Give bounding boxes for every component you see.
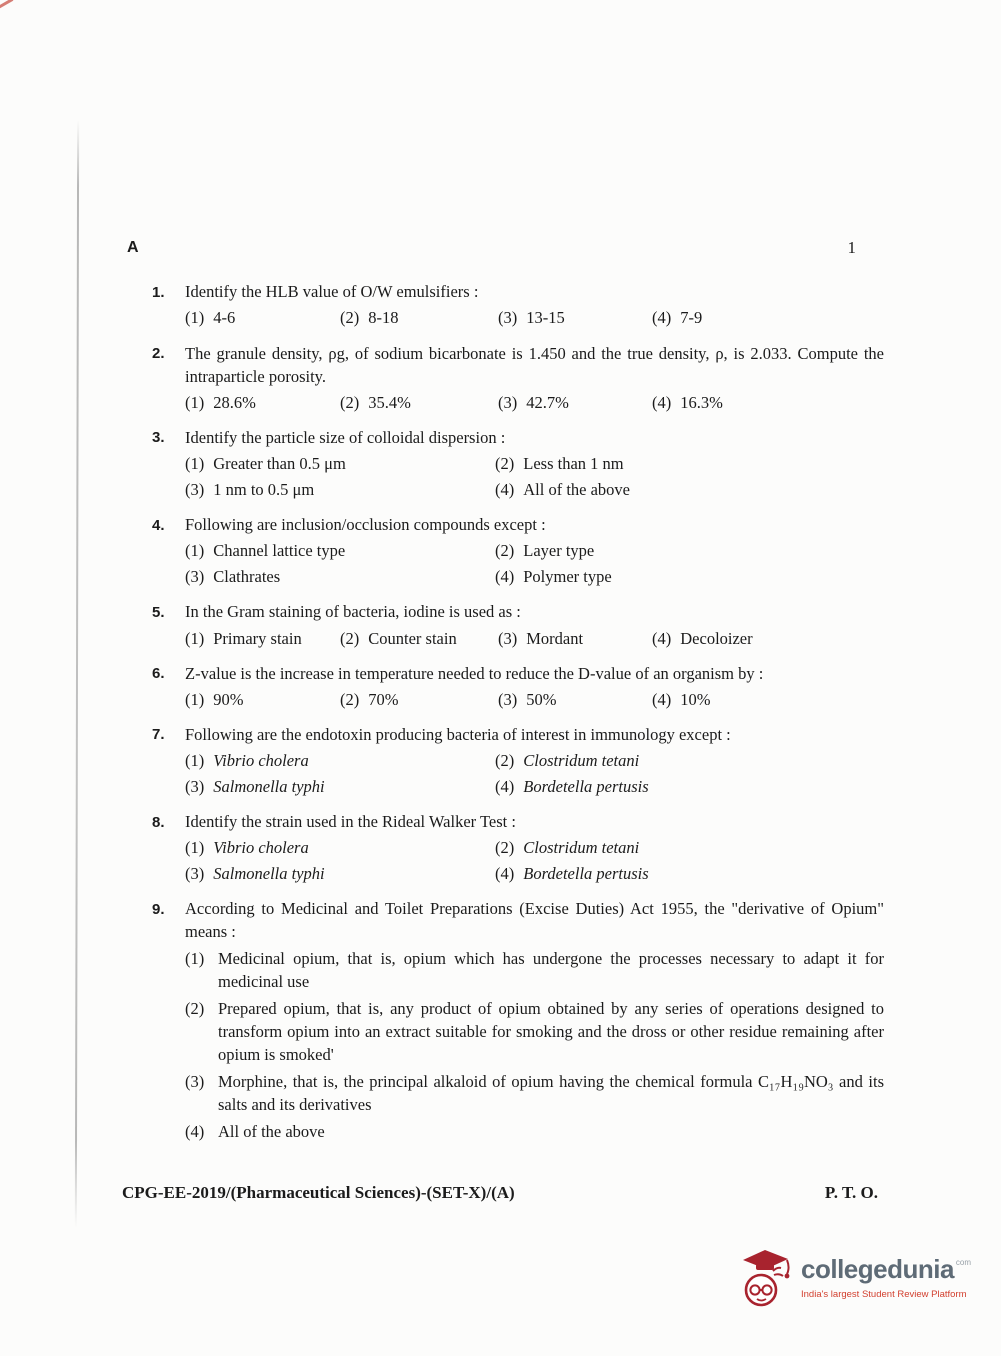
option	[185, 775, 495, 798]
question-body	[185, 513, 884, 588]
options	[185, 947, 884, 1144]
question	[122, 662, 884, 711]
question	[122, 280, 884, 329]
option	[185, 862, 495, 885]
page-header	[122, 238, 884, 258]
options	[185, 539, 884, 588]
question	[122, 723, 884, 798]
page-content	[122, 238, 884, 1159]
option	[498, 391, 652, 414]
option-text: 8-18	[368, 308, 399, 328]
option-label: (2)	[340, 628, 360, 648]
question-number: 7.	[152, 726, 165, 744]
option	[185, 749, 495, 772]
question-body	[185, 342, 884, 414]
option-text: 1 nm to 0.5 μm	[213, 480, 315, 500]
option-label: (2)	[495, 750, 515, 770]
option	[498, 306, 652, 329]
option	[498, 627, 652, 650]
option	[340, 391, 498, 414]
question-body	[185, 662, 884, 711]
question-body	[185, 600, 884, 649]
option-text: 42.7%	[526, 392, 569, 412]
question-number: 5.	[152, 603, 165, 621]
option-text: 7-9	[680, 308, 703, 328]
question	[122, 810, 884, 885]
option-text: Salmonella typhi	[213, 864, 325, 884]
question-body	[185, 897, 884, 1147]
option-text: Less than 1 nm	[523, 453, 624, 473]
option-label: (2)	[185, 998, 205, 1018]
option	[498, 688, 652, 711]
question-text: According to Medicinal and Toilet Preparations (Excise Duties) Act 1955, the "derivative of Opium" means :	[185, 899, 884, 942]
option-text: Medicinal opium, that is, opium which has undergone the processes necessary to adapt it for medicinal use	[218, 948, 884, 991]
options	[185, 391, 884, 414]
question-number: 8.	[152, 813, 165, 831]
option	[185, 997, 884, 1066]
option	[495, 749, 884, 772]
option-text: 10%	[680, 689, 711, 709]
option-text: Layer type	[523, 541, 595, 561]
question-text: Identify the strain used in the Rideal Walker Test :	[185, 812, 516, 832]
options	[185, 452, 884, 501]
options	[185, 306, 884, 329]
page-edge-scan-line	[75, 120, 79, 1228]
option	[495, 478, 884, 501]
option-text: Polymer type	[523, 567, 612, 587]
option	[495, 862, 884, 885]
question-text: In the Gram staining of bacteria, iodine is used as :	[185, 602, 521, 622]
options	[185, 688, 884, 711]
paper-code: CPG-EE-2019/(Pharmaceutical Sciences)-(SET-X)/(A)	[122, 1183, 515, 1202]
option-text: Greater than 0.5 μm	[213, 453, 346, 473]
page-footer	[122, 1183, 884, 1203]
option-label: (4)	[652, 308, 672, 328]
questions-list	[122, 280, 884, 1147]
option-text: 16.3%	[680, 392, 723, 412]
option-text: Clathrates	[213, 567, 281, 587]
logo-text-block	[801, 1256, 971, 1300]
option-label: (2)	[340, 392, 360, 412]
option-label: (2)	[340, 308, 360, 328]
option-label: (2)	[495, 838, 515, 858]
option	[652, 627, 884, 650]
pto-label: P. T. O.	[824, 1183, 878, 1202]
option-label: (2)	[495, 453, 515, 473]
option-label: (3)	[185, 1072, 205, 1092]
option	[495, 452, 884, 475]
options	[185, 627, 884, 650]
question-number: 6.	[152, 665, 165, 683]
question-text: The granule density, ρg, of sodium bicarbonate is 1.450 and the true density, ρ, is 2.033. Compute the intraparticle porosity.	[185, 343, 884, 386]
option	[340, 306, 498, 329]
option-text: Clostridum tetani	[523, 750, 640, 770]
question-text: Following are the endotoxin producing bacteria of interest in immunology except :	[185, 724, 731, 744]
option	[185, 565, 495, 588]
question-body	[185, 723, 884, 798]
question-text: Following are inclusion/occlusion compounds except :	[185, 515, 546, 535]
question-number: 2.	[152, 345, 165, 363]
option-text: Vibrio cholera	[213, 750, 309, 770]
question-text: Z-value is the increase in temperature needed to reduce the D-value of an organism by :	[185, 663, 764, 683]
options	[185, 749, 884, 798]
question	[122, 342, 884, 414]
option-text: All of the above	[523, 480, 631, 500]
option	[652, 688, 884, 711]
option-label: (3)	[185, 567, 205, 587]
question-number: 9.	[152, 900, 165, 918]
option-label: (4)	[652, 628, 672, 648]
option-label: (4)	[495, 864, 515, 884]
option-label: (3)	[498, 689, 518, 709]
option-label: (2)	[340, 689, 360, 709]
option-text: 28.6%	[213, 392, 256, 412]
option-label: (3)	[185, 480, 205, 500]
question	[122, 513, 884, 588]
question-number: 4.	[152, 516, 165, 534]
option	[495, 539, 884, 562]
options	[185, 836, 884, 885]
option-label: (4)	[652, 392, 672, 412]
option	[495, 565, 884, 588]
option	[185, 306, 340, 329]
option	[185, 1120, 884, 1143]
question-body	[185, 280, 884, 329]
option-label: (4)	[652, 689, 672, 709]
option	[185, 1070, 884, 1116]
question-text: Identify the particle size of colloidal dispersion :	[185, 427, 506, 447]
question-body	[185, 426, 884, 501]
option-text: 50%	[526, 689, 557, 709]
option-label: (3)	[498, 308, 518, 328]
option-label: (3)	[185, 776, 205, 796]
option-text: Bordetella pertusis	[523, 776, 649, 796]
option-label: (3)	[498, 392, 518, 412]
logo-tagline: India's largest Student Review Platform	[801, 1289, 967, 1300]
option-label: (1)	[185, 689, 205, 709]
question-number: 3.	[152, 429, 165, 447]
option	[652, 391, 884, 414]
option-text: Primary stain	[213, 628, 302, 648]
logo-wordmark: collegedunia	[801, 1254, 954, 1284]
option-text: Prepared opium, that is, any product of opium obtained by any series of operations designed to transform opium into an extract suitable for smoking and the dross or other residue remaining after opium is smoked'	[218, 998, 884, 1064]
option-text: Bordetella pertusis	[523, 864, 649, 884]
corner-scan-mark	[0, 0, 13, 9]
option-label: (4)	[495, 776, 515, 796]
option-label: (1)	[185, 838, 205, 858]
option-text: Mordant	[526, 628, 584, 648]
logo-com-suffix: com	[955, 1258, 972, 1267]
set-letter: A	[127, 239, 139, 256]
question-text: Identify the HLB value of O/W emulsifiers :	[185, 282, 479, 302]
option	[185, 391, 340, 414]
option-label: (1)	[185, 453, 205, 473]
option	[340, 627, 498, 650]
option	[185, 452, 495, 475]
option-text: Salmonella typhi	[213, 776, 325, 796]
option-label: (4)	[495, 567, 515, 587]
option-text: Decoloizer	[680, 628, 753, 648]
option	[185, 947, 884, 993]
option-label: (1)	[185, 628, 205, 648]
question-body	[185, 810, 884, 885]
page-number: 1	[847, 238, 856, 257]
graduate-mascot-icon	[740, 1248, 794, 1315]
collegedunia-watermark	[740, 1248, 971, 1315]
option	[185, 688, 340, 711]
option-label: (3)	[185, 864, 205, 884]
option	[652, 306, 884, 329]
option-text: 70%	[368, 689, 399, 709]
option-text: Channel lattice type	[213, 541, 346, 561]
option-text: Vibrio cholera	[213, 838, 309, 858]
option-label: (1)	[185, 308, 205, 328]
option-text: 4-6	[213, 308, 236, 328]
question	[122, 600, 884, 649]
option-text: 13-15	[526, 308, 565, 328]
option-text: Counter stain	[368, 628, 457, 648]
option-label: (1)	[185, 392, 205, 412]
option	[185, 836, 495, 859]
option	[495, 836, 884, 859]
option-text: Morphine, that is, the principal alkaloid of opium having the chemical formula C₁₇H₁₉NO₃ and its salts and its derivatives	[218, 1072, 884, 1115]
option-text: 90%	[213, 689, 244, 709]
question	[122, 897, 884, 1147]
option	[185, 539, 495, 562]
question	[122, 426, 884, 501]
question-number: 1.	[152, 283, 165, 301]
option-label: (1)	[185, 948, 205, 968]
option-label: (4)	[495, 480, 515, 500]
option	[185, 627, 340, 650]
option-label: (3)	[498, 628, 518, 648]
option-label: (1)	[185, 750, 205, 770]
option-label: (4)	[185, 1122, 205, 1142]
option-label: (2)	[495, 541, 515, 561]
option-label: (1)	[185, 541, 205, 561]
option	[495, 775, 884, 798]
option	[340, 688, 498, 711]
option-text: All of the above	[218, 1122, 325, 1142]
option	[185, 478, 495, 501]
option-text: Clostridum tetani	[523, 838, 640, 858]
option-text: 35.4%	[368, 392, 411, 412]
